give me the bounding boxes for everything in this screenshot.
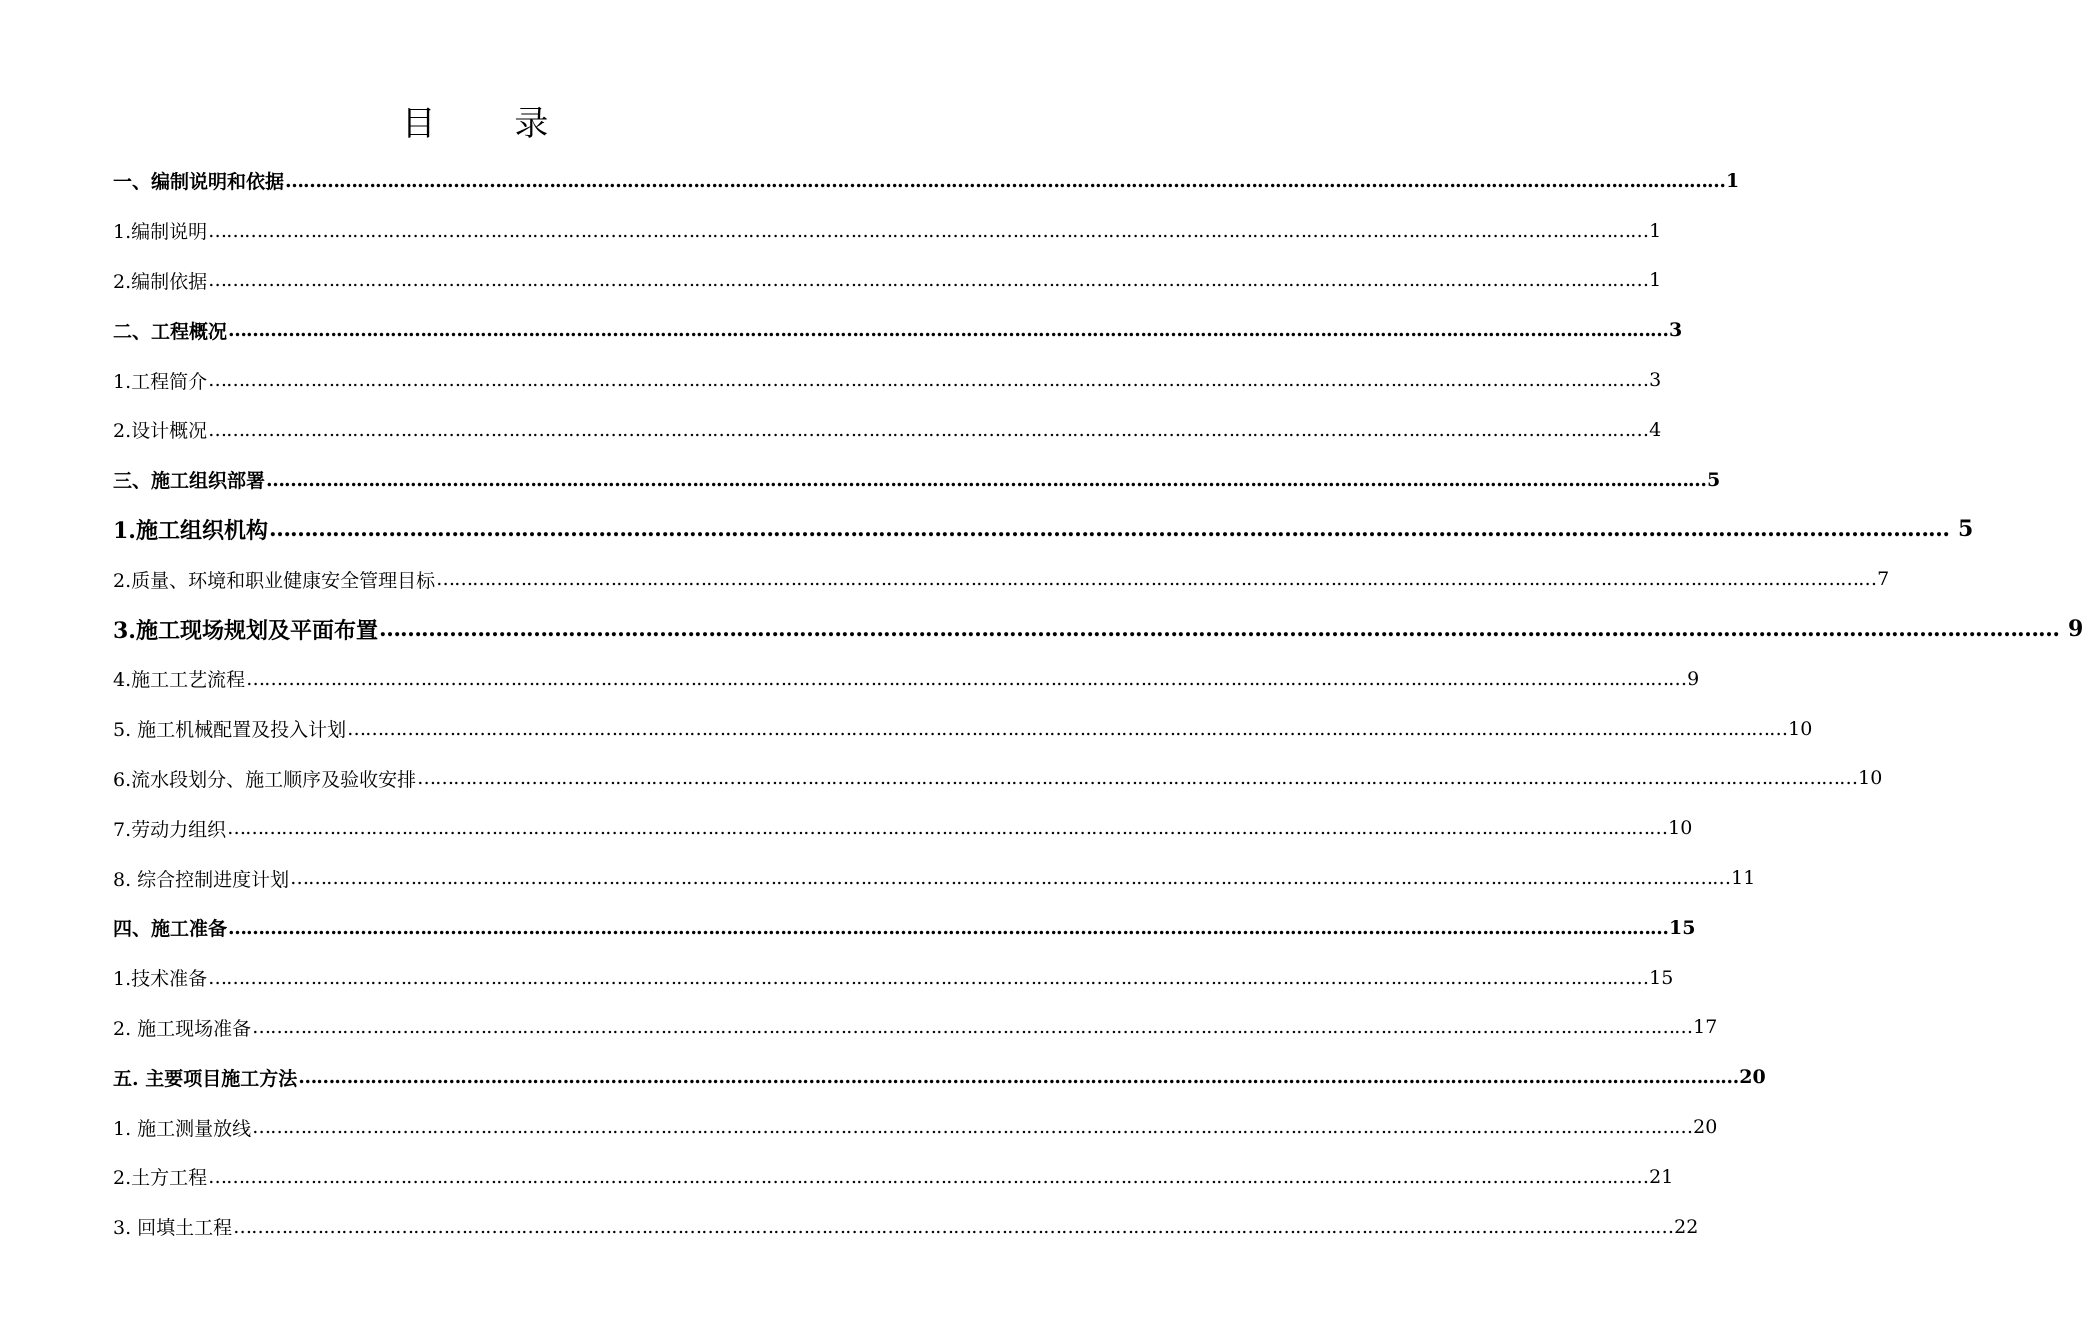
toc-page-number: 5 [1707,468,1721,491]
toc-entry[interactable] [113,256,1662,306]
toc-page-number: 7 [1877,568,1890,591]
toc-dot-leader: …………………………………………………………………………………………………………………………………………………………………………………………………………………… [417,767,1858,790]
toc-page-number: 4 [1649,418,1662,441]
toc-dot-leader: …………………………………………………………………………………………………………………………………………………………………………………………………………………… [208,1165,1649,1188]
toc-entry[interactable] [113,1152,1674,1202]
toc-dot-leader: …………………………………………………………………………………………………………………………………………………………………………………………………………………… [347,717,1788,740]
toc-entry-label: 4.施工工艺流程 [113,669,246,692]
toc-dot-leader: …………………………………………………………………………………………………………………………………………………………………………………………………………………… [228,916,1669,939]
toc-page-number: 22 [1674,1215,1699,1238]
toc-entry[interactable] [113,754,1883,804]
page-title: 目 录 [401,104,583,144]
toc-entry-label: 1. 施工测量放线 [113,1117,252,1140]
toc-entry-label: 一、编制说明和依据 [113,171,285,194]
toc-entry-label: 2.土方工程 [113,1167,208,1190]
table-of-contents [113,156,2084,1252]
toc-entry-label: 三、施工组织部署 [113,470,266,493]
toc-dot-leader: …………………………………………………………………………………………………………………………………………………………………………………………………………………… [208,219,1649,242]
toc-page-number: 17 [1693,1016,1718,1039]
toc-entry[interactable] [113,156,1740,206]
toc-entry-label: 1.编制说明 [113,221,208,244]
toc-entry-label: 2.设计概况 [113,420,208,443]
toc-entry-label: 1.工程简介 [113,370,208,393]
toc-page-number: 20 [1693,1116,1718,1139]
toc-dot-leader: …………………………………………………………………………………………………………………………………………………………………………………………………………………… [233,1215,1674,1238]
toc-entry-label: 7.劳动力组织 [113,818,227,841]
toc-dot-leader: …………………………………………………………………………………………………………………………………………………………………………………………………………………… [208,369,1649,392]
toc-dot-leader: …………………………………………………………………………………………………………………………………………………………………………………………………………………… [436,568,1877,591]
toc-dot-leader: …………………………………………………………………………………………………………………………………………………………………………………………………………………… [228,319,1669,342]
toc-entry[interactable] [113,1102,1718,1152]
toc-entry[interactable] [113,505,1974,555]
toc-entry[interactable] [113,604,2084,654]
toc-entry[interactable] [113,1052,1766,1102]
toc-entry[interactable] [113,305,1683,355]
toc-dot-leader: …………………………………………………………………………………………………………………………………………………………………………………………………………………… [252,1016,1693,1039]
toc-page-number: 1 [1649,219,1662,242]
toc-dot-leader: …………………………………………………………………………………………………………………………………………………………………………………………………………………… [290,867,1731,890]
toc-page-number: 1 [1649,269,1662,292]
toc-page-number: 15 [1649,966,1674,989]
toc-page-number: 21 [1649,1165,1674,1188]
toc-page-number: 10 [1858,767,1883,790]
toc-page-number: 3 [1669,319,1683,342]
toc-entry[interactable] [113,803,1693,853]
toc-entry[interactable] [113,704,1813,754]
toc-page-number: 3 [1649,369,1662,392]
toc-page-number: 1 [1726,169,1740,192]
toc-entry-label: 五. 主要项目施工方法 [113,1067,298,1090]
toc-entry[interactable] [113,455,1721,505]
toc-dot-leader: …………………………………………………………………………………………………………………………………………………………………………………………………………………… [208,418,1649,441]
toc-entry-label: 1.技术准备 [113,968,208,991]
toc-entry[interactable] [113,953,1674,1003]
toc-dot-leader: …………………………………………………………………………………………………………………………………………………………………………………………………………………… [246,667,1687,690]
toc-entry-label: 8. 综合控制进度计划 [113,868,290,891]
toc-entry-label: 1.施工组织机构 [113,517,268,544]
toc-entry[interactable] [113,405,1662,455]
toc-entry-label: 3. 回填土工程 [113,1217,233,1240]
toc-entry[interactable] [113,1202,1699,1252]
toc-dot-leader: …………………………………………………………………………………………………………………………………………………………………………………………………………………… [208,966,1649,989]
toc-page-number: 5 [1957,516,1974,543]
toc-dot-leader: …………………………………………………………………………………………………………………………………………………………………………………………………………………… [208,269,1649,292]
toc-entry-label: 2.质量、环境和职业健康安全管理目标 [113,569,436,592]
toc-dot-leader: …………………………………………………………………………………………………………………………………………………………………………………………………………………… [298,1066,1739,1089]
toc-dot-leader: …………………………………………………………………………………………………………………………………………………………………………………………………………………… [227,817,1668,840]
toc-entry[interactable] [113,554,1890,604]
toc-dot-leader: …………………………………………………………………………………………………………………………………………………………………………………………………………………… [266,468,1707,491]
toc-entry-label: 5. 施工机械配置及投入计划 [113,719,347,742]
toc-page-number: 15 [1669,916,1696,939]
toc-page-number: 10 [1788,717,1813,740]
toc-entry[interactable] [113,853,1756,903]
toc-page-number: 11 [1731,867,1756,890]
toc-entry[interactable] [113,1003,1718,1053]
toc-entry-label: 2. 施工现场准备 [113,1017,252,1040]
toc-entry[interactable] [113,206,1662,256]
toc-page-number: 20 [1739,1066,1766,1089]
toc-entry[interactable] [113,654,1700,704]
toc-dot-leader: …………………………………………………………………………………………………………………………………………………………………………………………………………………… [378,616,2059,643]
toc-entry-label: 四、施工准备 [113,918,228,941]
toc-page-number: 9 [2067,616,2084,643]
toc-dot-leader: …………………………………………………………………………………………………………………………………………………………………………………………………………………… [285,169,1726,192]
toc-dot-leader: …………………………………………………………………………………………………………………………………………………………………………………………………………………… [252,1116,1693,1139]
toc-dot-leader: …………………………………………………………………………………………………………………………………………………………………………………………………………………… [268,516,1949,543]
toc-page-number: 9 [1687,667,1700,690]
toc-entry-label: 6.流水段划分、施工顺序及验收安排 [113,768,417,791]
toc-entry-label: 二、工程概况 [113,320,228,343]
toc-entry[interactable] [113,903,1696,953]
toc-entry-label: 3.施工现场规划及平面布置 [113,617,378,644]
toc-entry[interactable] [113,355,1662,405]
toc-entry-label: 2.编制依据 [113,270,208,293]
toc-page-number: 10 [1668,817,1693,840]
